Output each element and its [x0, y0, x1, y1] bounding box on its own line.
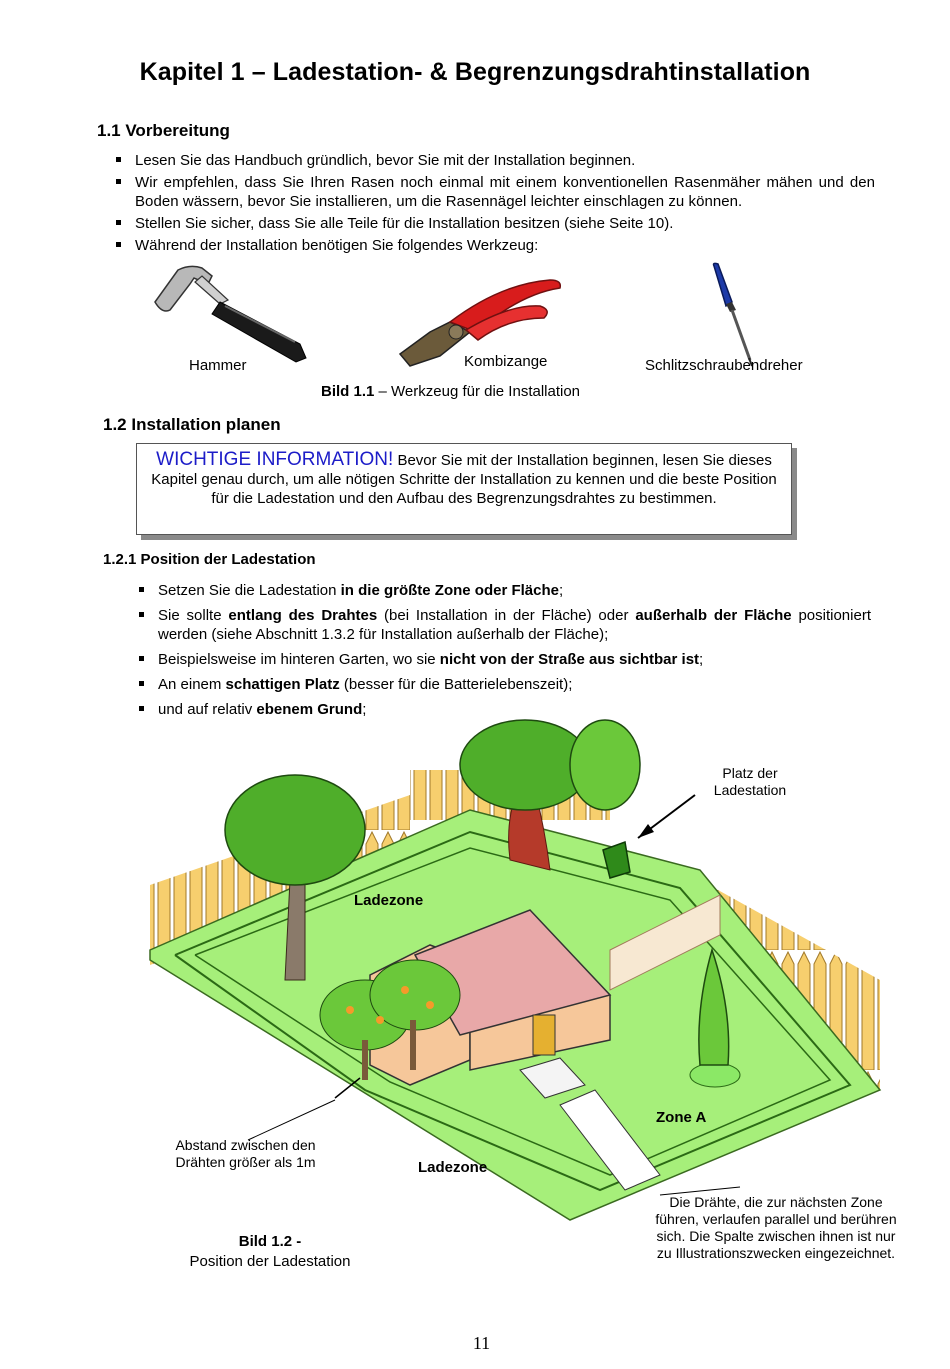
list-item: Sie sollte entlang des Drahtes (bei Installation in der Fläche) oder außerhalb der Fläche positioniert werden (siehe Abschnitt 1.3.2 für Installation außerhalb der Fläche);: [138, 606, 871, 644]
list-item: und auf relativ ebenem Grund;: [138, 700, 871, 719]
position-list: [138, 581, 871, 722]
important-info-box: [136, 443, 792, 535]
figure-caption-garden: Bild 1.2 - Position der Ladestation: [189, 1233, 351, 1270]
annotation-distance: Abstand zwischen den Drähten größer als 1m: [175, 1137, 316, 1170]
list-item: Wir empfehlen, dass Sie Ihren Rasen noch einmal mit einem konventionellen Rasenmäher mähen und den Boden wässern, bevor Sie installieren, um die Rasennägel leichter einschlagen zu können.: [115, 173, 875, 211]
section-heading-position: 1.2.1 Position der Ladestation: [103, 551, 316, 568]
section-heading-planen: 1.2 Installation planen: [103, 415, 281, 434]
page-title: Kapitel 1 – Ladestation- & Begrenzungsdrahtinstallation: [139, 58, 811, 86]
hammer-icon: [155, 266, 306, 362]
list-item: An einem schattigen Platz (besser für die Batterielebenszeit);: [138, 675, 871, 694]
tool-label-pliers: Kombizange: [464, 353, 548, 370]
info-text: Bevor Sie mit der Installation beginnen, lesen Sie dieses Kapitel genau durch, um alle nötigen Schritte der Installation zu kennen und die beste Position für die Ladestation und den Aufbau des Begrenzungsdrahtes zu bestimmen.: [151, 452, 777, 507]
tool-label-hammer: Hammer: [189, 357, 247, 374]
figure-caption-tools: Bild 1.1 – Werkzeug für die Installation: [321, 383, 581, 400]
zone-label-a: Zone A: [656, 1109, 707, 1126]
list-item: Lesen Sie das Handbuch gründlich, bevor Sie mit der Installation beginnen.: [115, 151, 875, 170]
screwdriver-icon: [714, 263, 753, 366]
annotation-station: Platz der Ladestation: [713, 765, 787, 798]
list-item: Setzen Sie die Ladestation in die größte Zone oder Fläche;: [138, 581, 871, 600]
preparation-list: [115, 151, 875, 258]
list-item: Stellen Sie sicher, dass Sie alle Teile für die Installation besitzen (siehe Seite 10).: [115, 214, 875, 233]
list-item: Während der Installation benötigen Sie folgendes Werkzeug:: [115, 236, 875, 255]
zone-label-bottom: Ladezone: [418, 1159, 488, 1176]
annotation-wires: Die Drähte, die zur nächsten Zone führen, verlaufen parallel und berühren sich. Die Spalte zwischen ihnen ist nur zu Illustrationszwecken eingezeichnet.: [655, 1194, 897, 1261]
zone-label-top: Ladezone: [354, 892, 424, 909]
tool-label-screwdriver: Schlitzschraubendreher: [645, 357, 803, 374]
page-number: 11: [472, 1333, 491, 1353]
info-heading: WICHTIGE INFORMATION!: [156, 449, 394, 470]
list-item: Beispielsweise im hinteren Garten, wo sie nicht von der Straße aus sichtbar ist;: [138, 650, 871, 669]
section-heading-vorbereitung: 1.1 Vorbereitung: [97, 121, 230, 140]
